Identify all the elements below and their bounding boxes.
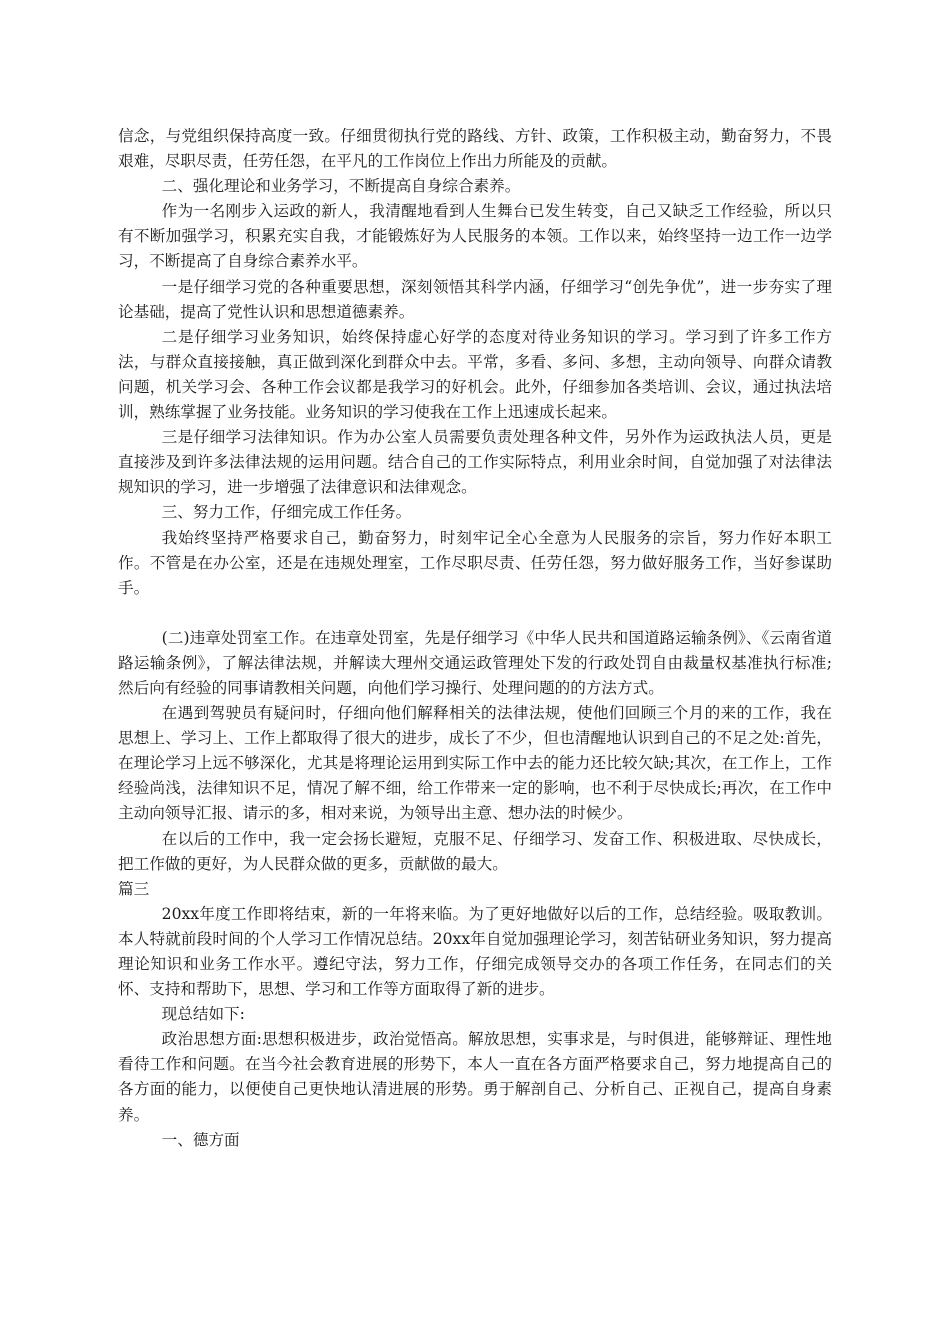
chapter-heading: 篇三 [118,879,150,898]
paragraph: 一是仔细学习党的各种重要思想，深刻领悟其科学内涵，仔细学习“创先争优”，进一步夯实了理论基础，提高了党性认识和思想道德素养。 [118,277,832,321]
paragraph: 我始终坚持严格要求自己，勤奋努力，时刻牢记全心全意为人民服务的宗旨，努力作好本职工作。不管是在办公室，还是在违规处理室，工作尽职尽责、任劳任怨，努力做好服务工作，当好参谋助手。 [118,528,832,597]
paragraph: 三是仔细学习法律知识。作为办公室人员需要负责处理各种文件，另外作为运政执法人员，更是直接涉及到许多法律法规的运用问题。结合自己的工作实际特点，利用业余时间，自觉加强了对法律法规知识的学习，进一步增强了法律意识和法律观念。 [118,428,832,497]
paragraph: 政治思想方面:思想积极进步，政治觉悟高。解放思想，实事求是，与时俱进，能够辩证、理性地看待工作和问题。在当今社会教育进展的形势下，本人一直在各方面严格要求自己，努力地提高自己的各方面的能力，以便使自己更快地认清进展的形势。勇于解剖自己、分析自己、正视自己，提高自身素养。 [118,1030,832,1124]
paragraph: 二是仔细学习业务知识，始终保持虚心好学的态度对待业务知识的学习。学习到了许多工作方法，与群众直接接触，真正做到深化到群众中去。平常，多看、多问、多想，主动向领导、向群众请教问题，机关学习会、各种工作会议都是我学习的好机会。此外，仔细参加各类培训、会议，通过执法培训，熟练掌握了业务技能。业务知识的学习使我在工作上迅速成长起来。 [118,327,832,422]
paragraph: 在以后的工作中，我一定会扬长避短，克服不足、仔细学习、发奋工作、积极进取、尽快成长，把工作做的更好，为人民群众做的更多，贡献做的最大。 [118,829,832,873]
document-body [118,124,832,1153]
paragraph-spacer [118,601,832,626]
paragraph-continuation: 信念，与党组织保持高度一致。仔细贯彻执行党的路线、方针、政策，工作积极主动，勤奋努力，不畏艰难，尽职尽责，任劳任怨，在平凡的工作岗位上作出力所能及的贡献。 [118,127,832,171]
paragraph: 作为一名刚步入运政的新人，我清醒地看到人生舞台已发生转变，自己又缺乏工作经验，所以只有不断加强学习，积累充实自我，才能锻炼好为人民服务的本领。工作以来，始终坚持一边工作一边学习，不断提高了自身综合素养水平。 [118,202,832,271]
paragraph: (二)违章处罚室工作。在违章处罚室，先是仔细学习《中华人民共和国道路运输条例》、《云南省道路运输条例》，了解法律法规，并解读大理州交通运政管理处下发的行政处罚自由裁量权基准执行标准;然后向有经验的同事请教相关问题，向他们学习操行、处理问题的的方法方式。 [118,628,832,697]
section-heading-3: 三、努力工作，仔细完成工作任务。 [161,503,412,522]
paragraph: 在遇到驾驶员有疑问时，仔细向他们解释相关的法律法规，使他们回顾三个月的来的工作，我在思想上、学习上、工作上都取得了很大的进步，成长了不少，但也清醒地认识到自己的不足之处:首先，在理论学习上远不够深化，尤其是将理论运用到实际工作中去的能力还比较欠缺;其次，在工作上，工作经验尚浅，法律知识不足，情况了解不细，给工作带来一定的影响，也不利于尽快成长;再次，在工作中主动向领导汇报、请示的多，相对来说，为领导出主意、想办法的时候少。 [118,704,832,823]
section-heading-2: 二、强化理论和业务学习，不断提高自身综合素养。 [161,177,521,196]
paragraph: 20xx年度工作即将结束，新的一年将来临。为了更好地做好以后的工作，总结经验。吸取教训。本人特就前段时间的个人学习工作情况总结。20xx年自觉加强理论学习，刻苦钻研业务知识，努力提高理论知识和业务工作水平。遵纪守法，努力工作，仔细完成领导交办的各项工作任务，在同志们的关怀、支持和帮助下，思想、学习和工作等方面取得了新的进步。 [118,904,832,999]
section-heading-1: 一、德方面 [161,1130,240,1149]
paragraph: 现总结如下: [161,1005,245,1024]
